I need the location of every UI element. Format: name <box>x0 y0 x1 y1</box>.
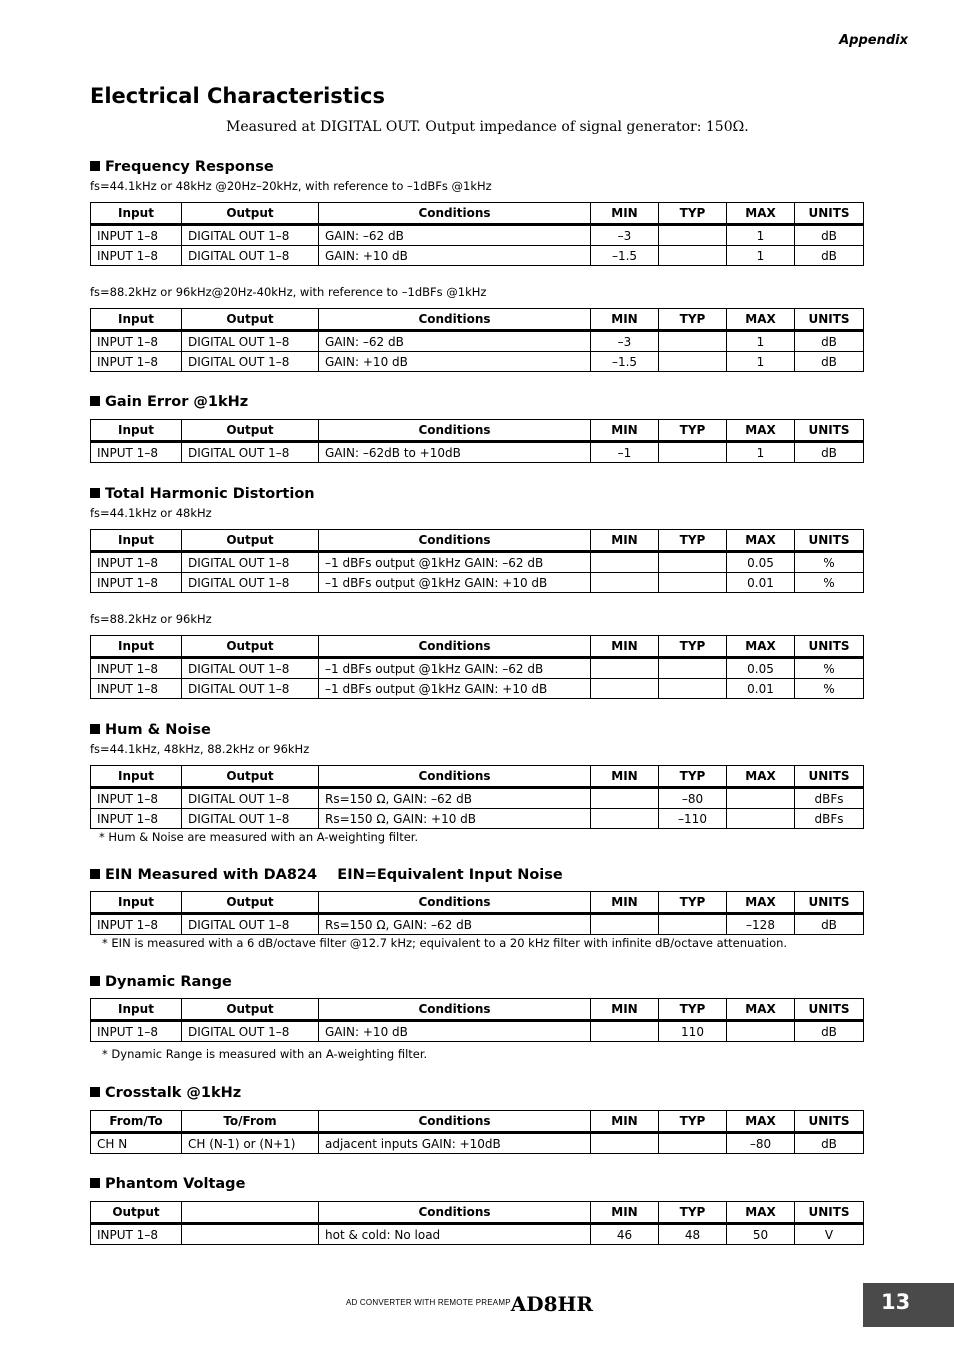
table-cell: DIGITAL OUT 1–8 <box>182 573 319 593</box>
table-cell: INPUT 1–8 <box>91 331 182 352</box>
table-cell <box>727 809 795 829</box>
section-subtitle: fs=88.2kHz or 96kHz <box>90 612 212 626</box>
table-cell: INPUT 1–8 <box>91 1021 182 1042</box>
table-row <box>91 788 864 809</box>
table-cell <box>659 552 727 573</box>
column-header: Output <box>182 309 319 331</box>
table-row <box>91 331 864 352</box>
table-cell: % <box>795 552 864 573</box>
table-cell: DIGITAL OUT 1–8 <box>182 352 319 372</box>
spec-table <box>90 202 864 266</box>
table-cell: CH (N-1) or (N+1) <box>182 1133 319 1154</box>
column-header: Output <box>182 530 319 552</box>
section-subtitle: fs=88.2kHz or 96kHz@20Hz-40kHz, with reference to –1dBFs @1kHz <box>90 285 487 299</box>
spec-table <box>90 419 864 463</box>
column-header: UNITS <box>795 203 864 225</box>
column-header: TYP <box>659 636 727 658</box>
column-header: UNITS <box>795 766 864 788</box>
table-cell: GAIN: –62 dB <box>319 331 591 352</box>
column-header: Output <box>182 636 319 658</box>
table-cell: 46 <box>591 1224 659 1245</box>
page-number: 13 <box>863 1283 954 1327</box>
table-cell <box>591 809 659 829</box>
table-cell <box>591 788 659 809</box>
column-header: MIN <box>591 203 659 225</box>
column-header: MIN <box>591 999 659 1021</box>
section-heading: EIN Measured with DA824 EIN=Equivalent Input Noise <box>90 865 863 885</box>
table-cell: DIGITAL OUT 1–8 <box>182 809 319 829</box>
table-cell: INPUT 1–8 <box>91 914 182 935</box>
column-header: MIN <box>591 892 659 914</box>
section-dynamic-range <box>90 972 863 1062</box>
table-cell <box>659 658 727 679</box>
table-cell: INPUT 1–8 <box>91 679 182 699</box>
column-header: MIN <box>591 530 659 552</box>
table-header-row <box>91 1111 864 1133</box>
column-header: TYP <box>659 420 727 442</box>
header-section-label: Appendix <box>839 33 908 48</box>
column-header: Output <box>182 999 319 1021</box>
section-subtitle: fs=44.1kHz or 48kHz <box>90 506 212 520</box>
column-header: Conditions <box>319 309 591 331</box>
section-subtitle: fs=44.1kHz, 48kHz, 88.2kHz or 96kHz <box>90 742 310 756</box>
section-thd <box>90 484 863 699</box>
table-cell: CH N <box>91 1133 182 1154</box>
table-header-row <box>91 420 864 442</box>
table-cell <box>659 442 727 463</box>
table-cell: DIGITAL OUT 1–8 <box>182 246 319 266</box>
column-header: Input <box>91 892 182 914</box>
table-cell <box>182 1224 319 1245</box>
column-header: MIN <box>591 309 659 331</box>
footnote: * Hum & Noise are measured with an A-weighting filter. <box>99 830 419 844</box>
spec-table <box>90 765 864 829</box>
column-header: Input <box>91 309 182 331</box>
table-cell: dB <box>795 246 864 266</box>
table-cell: INPUT 1–8 <box>91 352 182 372</box>
table-header-row <box>91 999 864 1021</box>
table-cell <box>659 352 727 372</box>
table-cell: –1 dBFs output @1kHz GAIN: +10 dB <box>319 679 591 699</box>
section-heading: Phantom Voltage <box>90 1174 863 1194</box>
section-phantom-voltage <box>90 1174 863 1245</box>
table-cell: GAIN: +10 dB <box>319 246 591 266</box>
footnote: * EIN is measured with a 6 dB/octave filter @12.7 kHz; equivalent to a 20 kHz filter with infinite dB/octave attenuation. <box>102 936 788 950</box>
section-frequency-response <box>90 157 863 372</box>
column-header: UNITS <box>795 999 864 1021</box>
table-cell: DIGITAL OUT 1–8 <box>182 442 319 463</box>
footer-brand <box>346 1292 593 1316</box>
table-cell: –1.5 <box>591 246 659 266</box>
table-cell: dB <box>795 331 864 352</box>
spec-table <box>90 998 864 1042</box>
column-header: MAX <box>727 892 795 914</box>
table-header-row <box>91 203 864 225</box>
table-row <box>91 225 864 246</box>
table-header-row <box>91 766 864 788</box>
spec-table <box>90 891 864 935</box>
intro-text: Measured at DIGITAL OUT. Output impedance of signal generator: 150Ω. <box>226 119 749 135</box>
table-cell: DIGITAL OUT 1–8 <box>182 225 319 246</box>
table-cell: –128 <box>727 914 795 935</box>
table-cell: –1.5 <box>591 352 659 372</box>
table-row <box>91 246 864 266</box>
table-cell: adjacent inputs GAIN: +10dB <box>319 1133 591 1154</box>
table-cell: dBFs <box>795 788 864 809</box>
table-cell <box>591 573 659 593</box>
table-cell: dB <box>795 352 864 372</box>
column-header: MAX <box>727 1111 795 1133</box>
table-cell <box>659 679 727 699</box>
column-header: Output <box>182 766 319 788</box>
column-header: MIN <box>591 1111 659 1133</box>
column-header: UNITS <box>795 1202 864 1224</box>
table-row <box>91 442 864 463</box>
table-cell: 0.05 <box>727 658 795 679</box>
column-header: MIN <box>591 420 659 442</box>
column-header: UNITS <box>795 530 864 552</box>
table-cell <box>659 1133 727 1154</box>
table-cell: 0.01 <box>727 679 795 699</box>
table-cell: 1 <box>727 225 795 246</box>
table-cell: GAIN: –62dB to +10dB <box>319 442 591 463</box>
section-heading: Crosstalk @1kHz <box>90 1083 863 1103</box>
table-cell <box>727 788 795 809</box>
table-row <box>91 1224 864 1245</box>
column-header: TYP <box>659 1111 727 1133</box>
table-cell: V <box>795 1224 864 1245</box>
table-cell: GAIN: +10 dB <box>319 1021 591 1042</box>
column-header: Input <box>91 999 182 1021</box>
table-cell: Rs=150 Ω, GAIN: –62 dB <box>319 914 591 935</box>
table-cell <box>591 914 659 935</box>
column-header: MIN <box>591 766 659 788</box>
table-cell: % <box>795 679 864 699</box>
square-bullet-icon <box>90 869 100 879</box>
column-header: MAX <box>727 1202 795 1224</box>
table-cell: DIGITAL OUT 1–8 <box>182 331 319 352</box>
column-header <box>182 1202 319 1224</box>
table-header-row <box>91 636 864 658</box>
column-header: TYP <box>659 530 727 552</box>
section-hum-noise <box>90 720 863 845</box>
table-cell <box>591 658 659 679</box>
table-cell <box>591 1133 659 1154</box>
table-row <box>91 352 864 372</box>
table-cell <box>659 573 727 593</box>
table-cell: % <box>795 658 864 679</box>
table-cell: INPUT 1–8 <box>91 658 182 679</box>
column-header: TYP <box>659 1202 727 1224</box>
table-cell: Rs=150 Ω, GAIN: +10 dB <box>319 809 591 829</box>
table-cell: 50 <box>727 1224 795 1245</box>
table-header-row <box>91 892 864 914</box>
square-bullet-icon <box>90 724 100 734</box>
table-row <box>91 552 864 573</box>
column-header: Conditions <box>319 203 591 225</box>
section-heading: Dynamic Range <box>90 972 863 992</box>
column-header: TYP <box>659 892 727 914</box>
column-header: MAX <box>727 203 795 225</box>
table-cell: –1 <box>591 442 659 463</box>
table-cell: INPUT 1–8 <box>91 573 182 593</box>
table-row <box>91 1133 864 1154</box>
table-cell: 0.05 <box>727 552 795 573</box>
column-header: Conditions <box>319 420 591 442</box>
column-header: UNITS <box>795 420 864 442</box>
column-header: Input <box>91 636 182 658</box>
column-header: Output <box>182 420 319 442</box>
table-cell: dB <box>795 914 864 935</box>
table-row <box>91 914 864 935</box>
table-cell: INPUT 1–8 <box>91 809 182 829</box>
column-header: MAX <box>727 309 795 331</box>
column-header: TYP <box>659 999 727 1021</box>
table-cell: –110 <box>659 809 727 829</box>
table-cell <box>591 552 659 573</box>
table-cell: –1 dBFs output @1kHz GAIN: –62 dB <box>319 552 591 573</box>
section-subtitle: fs=44.1kHz or 48kHz @20Hz–20kHz, with reference to –1dBFs @1kHz <box>90 179 492 193</box>
table-cell: 1 <box>727 246 795 266</box>
square-bullet-icon <box>90 976 100 986</box>
table-row <box>91 679 864 699</box>
column-header: Output <box>91 1202 182 1224</box>
table-cell: INPUT 1–8 <box>91 552 182 573</box>
column-header: MAX <box>727 530 795 552</box>
column-header: Input <box>91 203 182 225</box>
column-header: To/From <box>182 1111 319 1133</box>
table-cell: INPUT 1–8 <box>91 788 182 809</box>
table-cell: INPUT 1–8 <box>91 225 182 246</box>
column-header: UNITS <box>795 636 864 658</box>
table-cell: DIGITAL OUT 1–8 <box>182 658 319 679</box>
table-cell: 110 <box>659 1021 727 1042</box>
table-cell: –1 dBFs output @1kHz GAIN: –62 dB <box>319 658 591 679</box>
table-cell: INPUT 1–8 <box>91 442 182 463</box>
column-header: MAX <box>727 636 795 658</box>
section-heading: Frequency Response <box>90 157 863 177</box>
table-cell: dB <box>795 225 864 246</box>
table-cell: DIGITAL OUT 1–8 <box>182 679 319 699</box>
table-cell: dB <box>795 1021 864 1042</box>
table-cell: 1 <box>727 442 795 463</box>
column-header: From/To <box>91 1111 182 1133</box>
table-cell <box>659 246 727 266</box>
table-cell: dB <box>795 442 864 463</box>
table-cell: DIGITAL OUT 1–8 <box>182 552 319 573</box>
column-header: MIN <box>591 1202 659 1224</box>
page-title: Electrical Characteristics <box>90 84 385 108</box>
column-header: TYP <box>659 203 727 225</box>
table-cell: hot & cold: No load <box>319 1224 591 1245</box>
section-ein <box>90 865 863 951</box>
column-header: Conditions <box>319 636 591 658</box>
column-header: Input <box>91 530 182 552</box>
footnote: * Dynamic Range is measured with an A-weighting filter. <box>102 1047 428 1061</box>
column-header: MAX <box>727 420 795 442</box>
table-header-row <box>91 530 864 552</box>
table-header-row <box>91 1202 864 1224</box>
column-header: TYP <box>659 309 727 331</box>
table-cell: GAIN: –62 dB <box>319 225 591 246</box>
table-cell: DIGITAL OUT 1–8 <box>182 788 319 809</box>
table-cell: dB <box>795 1133 864 1154</box>
column-header: UNITS <box>795 1111 864 1133</box>
table-cell <box>659 225 727 246</box>
table-cell: –1 dBFs output @1kHz GAIN: +10 dB <box>319 573 591 593</box>
table-cell: GAIN: +10 dB <box>319 352 591 372</box>
table-cell: –3 <box>591 331 659 352</box>
table-cell: Rs=150 Ω, GAIN: –62 dB <box>319 788 591 809</box>
table-cell: 1 <box>727 352 795 372</box>
column-header: Output <box>182 203 319 225</box>
table-cell: 0.01 <box>727 573 795 593</box>
column-header: Conditions <box>319 530 591 552</box>
column-header: Input <box>91 766 182 788</box>
table-cell: –3 <box>591 225 659 246</box>
square-bullet-icon <box>90 488 100 498</box>
column-header: Conditions <box>319 766 591 788</box>
table-cell: 1 <box>727 331 795 352</box>
column-header: Output <box>182 892 319 914</box>
table-cell: INPUT 1–8 <box>91 1224 182 1245</box>
footer-tagline: AD CONVERTER WITH REMOTE PREAMP <box>346 1298 511 1307</box>
table-cell: –80 <box>727 1133 795 1154</box>
column-header: Conditions <box>319 892 591 914</box>
square-bullet-icon <box>90 1087 100 1097</box>
spec-table <box>90 529 864 593</box>
column-header: Input <box>91 420 182 442</box>
table-cell: –80 <box>659 788 727 809</box>
spec-table <box>90 308 864 372</box>
column-header: Conditions <box>319 1202 591 1224</box>
square-bullet-icon <box>90 161 100 171</box>
spec-table <box>90 1201 864 1245</box>
table-row <box>91 1021 864 1042</box>
table-cell: % <box>795 573 864 593</box>
table-cell <box>659 914 727 935</box>
section-heading: Gain Error @1kHz <box>90 392 863 412</box>
square-bullet-icon <box>90 396 100 406</box>
table-cell: 48 <box>659 1224 727 1245</box>
table-cell <box>727 1021 795 1042</box>
column-header: UNITS <box>795 892 864 914</box>
column-header: TYP <box>659 766 727 788</box>
column-header: MAX <box>727 766 795 788</box>
table-cell: DIGITAL OUT 1–8 <box>182 1021 319 1042</box>
table-row <box>91 658 864 679</box>
table-cell <box>591 1021 659 1042</box>
section-crosstalk <box>90 1083 863 1154</box>
section-heading: Total Harmonic Distortion <box>90 484 863 504</box>
column-header: MAX <box>727 999 795 1021</box>
section-heading: Hum & Noise <box>90 720 863 740</box>
table-row <box>91 573 864 593</box>
table-header-row <box>91 309 864 331</box>
column-header: UNITS <box>795 309 864 331</box>
table-cell: DIGITAL OUT 1–8 <box>182 914 319 935</box>
spec-table <box>90 635 864 699</box>
table-cell: dBFs <box>795 809 864 829</box>
table-cell <box>591 679 659 699</box>
column-header: Conditions <box>319 999 591 1021</box>
column-header: Conditions <box>319 1111 591 1133</box>
square-bullet-icon <box>90 1178 100 1188</box>
table-cell: INPUT 1–8 <box>91 246 182 266</box>
table-cell <box>659 331 727 352</box>
table-row <box>91 809 864 829</box>
column-header: MIN <box>591 636 659 658</box>
footer-model: AD8HR <box>510 1292 594 1316</box>
spec-table <box>90 1110 864 1154</box>
section-gain-error <box>90 392 863 463</box>
